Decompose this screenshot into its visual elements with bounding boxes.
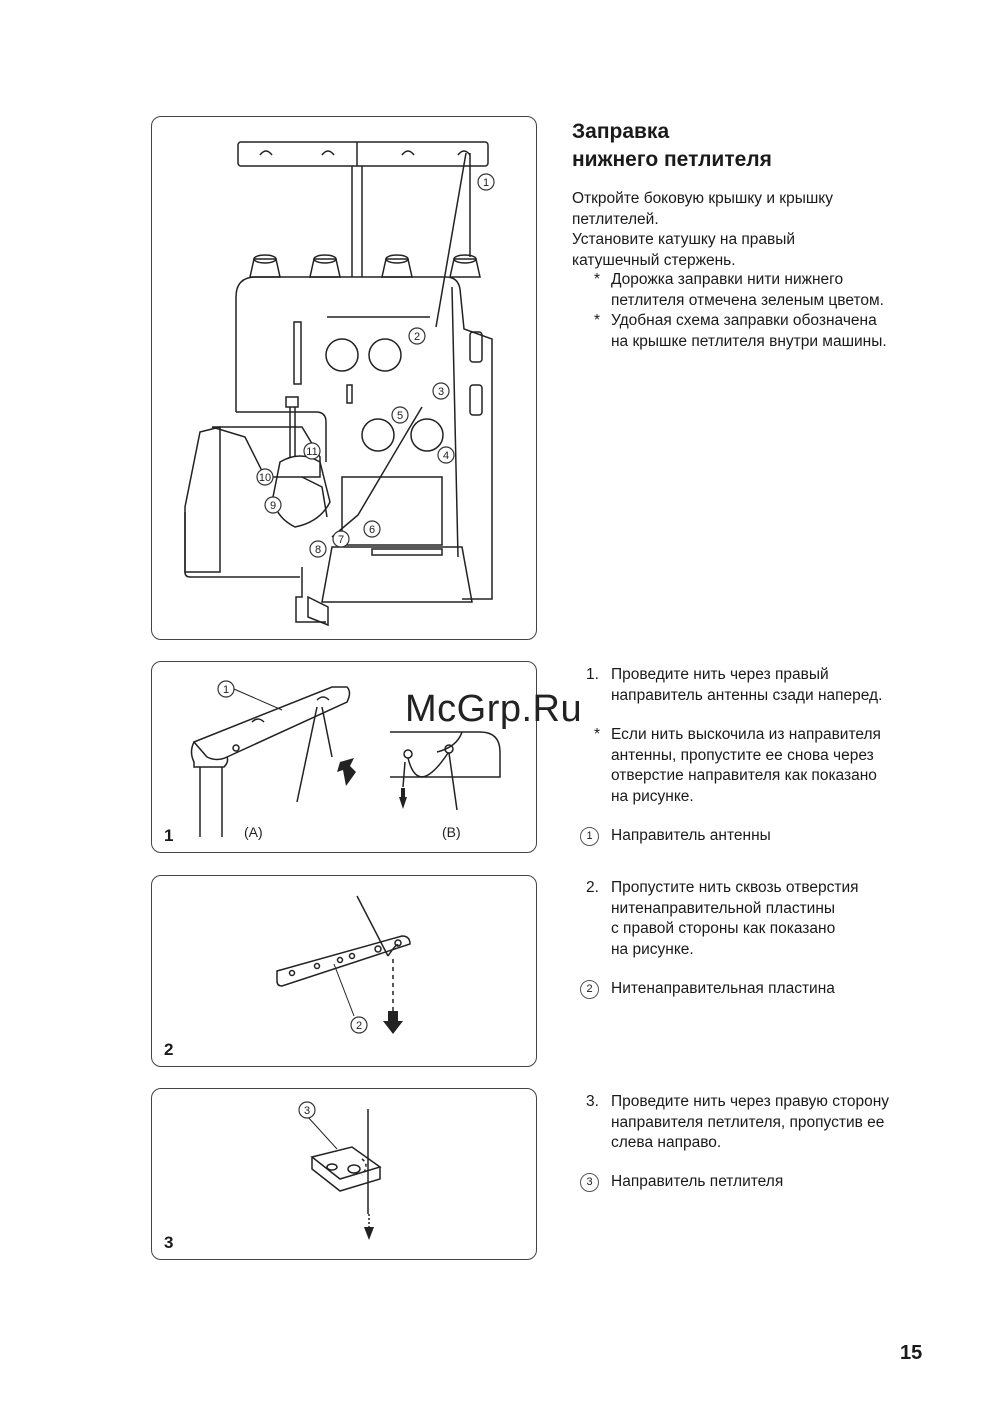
figure-3-number: 3 bbox=[164, 1233, 174, 1252]
legend-1-label: Направитель антенны bbox=[611, 827, 771, 844]
legend-3 bbox=[580, 1172, 783, 1192]
step-2-line-4: на рисунке. bbox=[611, 940, 694, 958]
step-1-note-line-2: антенны, пропустите ее снова через bbox=[611, 746, 874, 764]
callout-10: 10 bbox=[258, 472, 272, 484]
legend-2 bbox=[580, 979, 835, 999]
step-2-number: 2. bbox=[586, 879, 599, 896]
step-1-note-line-4: на рисунке. bbox=[611, 787, 694, 805]
callout-7: 7 bbox=[337, 534, 345, 546]
legend-3-circle: 3 bbox=[580, 1173, 599, 1192]
intro-line-4: катушечный стержень. bbox=[572, 251, 736, 269]
step-2-line-3: с правой стороны как показано bbox=[611, 920, 836, 937]
callout-3: 3 bbox=[437, 386, 445, 398]
note-1-line-1: Дорожка заправки нити нижнего bbox=[611, 271, 844, 288]
figure-3-drawing bbox=[152, 1089, 536, 1259]
fig3-callout: 3 bbox=[303, 1105, 311, 1117]
callout-6: 6 bbox=[368, 524, 376, 536]
step-1-note bbox=[594, 725, 881, 807]
title-line-2: нижнего петлителя bbox=[572, 148, 772, 171]
legend-1 bbox=[580, 826, 771, 846]
fig1-callout: 1 bbox=[222, 684, 230, 696]
watermark: McGrp.Ru bbox=[405, 688, 583, 730]
legend-2-label: Нитенаправительная пластина bbox=[611, 980, 835, 997]
note-2-line-2: на крышке петлителя внутри машины. bbox=[611, 332, 887, 350]
callout-1: 1 bbox=[482, 177, 490, 189]
note-2 bbox=[594, 311, 887, 352]
step-1-number: 1. bbox=[586, 666, 599, 683]
step-3 bbox=[586, 1092, 889, 1154]
fig2-callout: 2 bbox=[355, 1020, 363, 1032]
note-2-line-1: Удобная схема заправки обозначена bbox=[611, 312, 877, 329]
step-2 bbox=[586, 878, 859, 960]
step-3-line-3: слева направо. bbox=[611, 1134, 722, 1151]
figure-1-number: 1 bbox=[164, 826, 174, 845]
intro-line-1: Откройте боковую крышку и крышку bbox=[572, 190, 833, 207]
step-1-note-line-3: отверстие направителя как показано bbox=[611, 767, 877, 784]
step-1-note-line-1: Если нить выскочила из направителя bbox=[611, 726, 881, 743]
fig1-label-a: (A) bbox=[244, 824, 263, 840]
callout-8: 8 bbox=[314, 544, 322, 556]
figure-2 bbox=[151, 875, 537, 1067]
serger-drawing bbox=[152, 117, 536, 639]
step-1 bbox=[586, 665, 882, 706]
note-2-star: * bbox=[594, 312, 601, 329]
figure-2-number: 2 bbox=[164, 1040, 174, 1059]
step-2-line-2: нитенаправительной пластины bbox=[611, 899, 836, 917]
callout-5: 5 bbox=[396, 410, 404, 422]
fig1-label-b: (B) bbox=[442, 824, 461, 840]
intro-text bbox=[572, 189, 833, 271]
step-2-line-1: Пропустите нить сквозь отверстия bbox=[611, 879, 859, 896]
step-1-note-star: * bbox=[594, 726, 601, 743]
callout-2: 2 bbox=[413, 331, 421, 343]
callout-9: 9 bbox=[269, 500, 277, 512]
legend-3-label: Направитель петлителя bbox=[611, 1173, 784, 1190]
figure-3 bbox=[151, 1088, 537, 1260]
step-1-line-1: Проведите нить через правый bbox=[611, 666, 829, 683]
note-1-line-2: петлителя отмечена зеленым цветом. bbox=[611, 291, 884, 309]
main-machine-illustration bbox=[151, 116, 537, 640]
callout-4: 4 bbox=[442, 450, 450, 462]
page-title bbox=[572, 118, 772, 174]
step-3-line-1: Проведите нить через правую сторону bbox=[611, 1093, 890, 1110]
figure-2-drawing bbox=[152, 876, 536, 1066]
legend-2-circle: 2 bbox=[580, 980, 599, 999]
note-1 bbox=[594, 270, 884, 311]
title-line-1: Заправка bbox=[572, 120, 670, 143]
step-1-line-2: направитель антенны сзади наперед. bbox=[611, 686, 883, 704]
note-1-star: * bbox=[594, 271, 601, 288]
step-3-line-2: направителя петлителя, пропустив ее bbox=[611, 1113, 885, 1131]
intro-line-3: Установите катушку на правый bbox=[572, 231, 796, 248]
page-number: 15 bbox=[900, 1342, 923, 1364]
intro-line-2: петлителей. bbox=[572, 210, 659, 228]
callout-11: 11 bbox=[306, 446, 318, 458]
legend-1-circle: 1 bbox=[580, 827, 599, 846]
step-3-number: 3. bbox=[586, 1093, 599, 1110]
